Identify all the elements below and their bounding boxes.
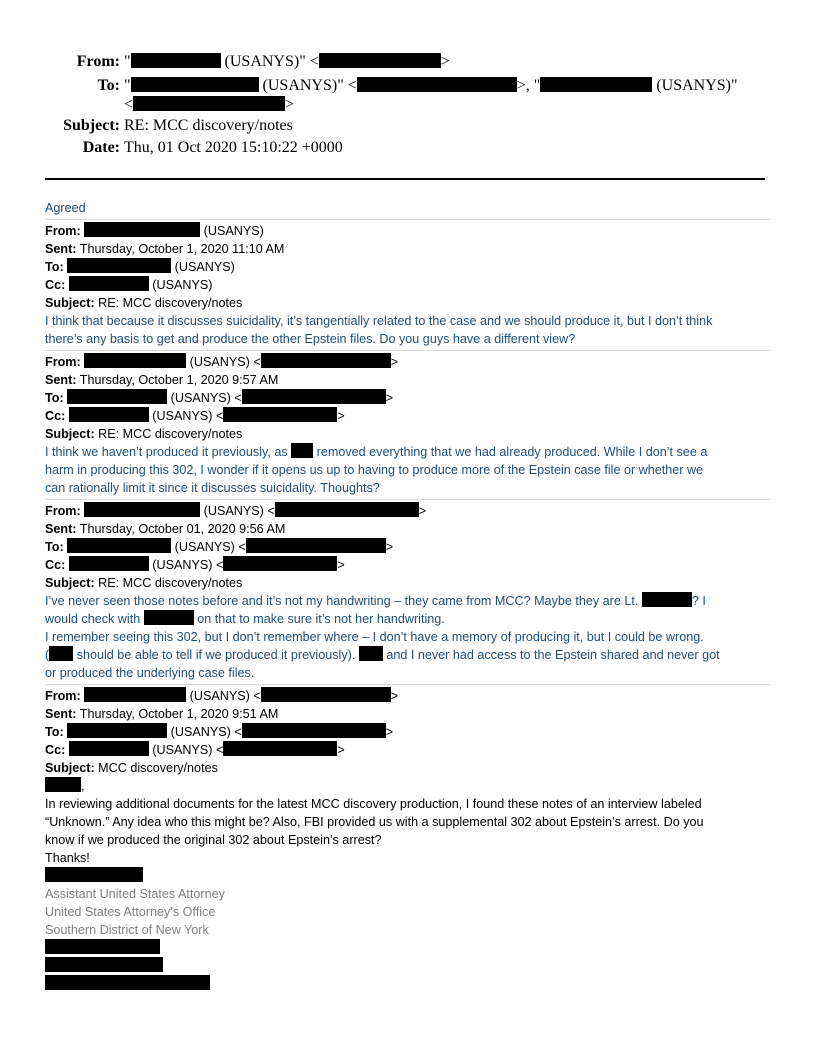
msg2-body-line: harm in producing this 302, I wonder if it opens us up to having to produce more of the Epstein case file or whether we [45, 463, 704, 477]
signature-contact [45, 975, 770, 993]
redaction [69, 276, 149, 291]
redaction [261, 687, 391, 702]
msg1-to: To: (USANYS) [45, 260, 235, 274]
signature-name [45, 867, 770, 885]
header-subject-label: Subject: [63, 117, 120, 134]
header-divider [45, 178, 765, 180]
redaction [45, 777, 81, 792]
msg3-from: From: (USANYS) < > [45, 504, 427, 518]
redaction [131, 77, 259, 92]
redaction [223, 741, 337, 756]
redaction [144, 610, 194, 625]
redaction [45, 867, 143, 882]
msg4-to: To: (USANYS) < > [45, 725, 394, 739]
redaction [359, 646, 383, 661]
msg4-greeting: , [45, 777, 770, 795]
msg3-body-line: would check with on that to make sure it’s not her handwriting. [45, 612, 445, 626]
msg4-body-line: know if we produced the original 302 about Epstein’s arrest? [45, 833, 382, 847]
redaction [69, 407, 149, 422]
msg2-from: From: (USANYS) < > [45, 355, 399, 369]
redaction [67, 389, 167, 404]
quoted-message-2 [45, 353, 770, 497]
message-separator [45, 684, 770, 685]
redaction [49, 646, 73, 661]
msg4-body-line: “Unknown.” Any idea who this might be? Also, FBI provided us with a supplemental 302 about Epstein’s arrest. Do you [45, 815, 704, 829]
msg4-cc: Cc: (USANYS) < > [45, 743, 345, 757]
redaction [242, 723, 386, 738]
signature-contact [45, 939, 770, 957]
redaction [223, 556, 337, 571]
redaction [84, 222, 200, 237]
redaction [45, 975, 210, 990]
redaction [133, 96, 285, 111]
header-date-value: Thu, 01 Oct 2020 15:10:22 +0000 [124, 139, 343, 156]
msg4-thanks: Thanks! [45, 851, 90, 865]
header-to-value-line2: < > [124, 96, 295, 113]
message-separator [45, 219, 770, 220]
msg3-subject: Subject: RE: MCC discovery/notes [45, 576, 243, 590]
redaction [246, 538, 386, 553]
msg1-from: From: (USANYS) [45, 224, 264, 238]
signature-title: Assistant United States Attorney [45, 887, 225, 901]
msg2-subject: Subject: RE: MCC discovery/notes [45, 427, 243, 441]
msg3-to: To: (USANYS) < > [45, 540, 394, 554]
msg4-subject: Subject: MCC discovery/notes [45, 761, 218, 775]
msg2-body-line: I think we haven’t produced it previously, as removed everything that we had already produced. While I don’t see a [45, 445, 708, 459]
redaction [275, 502, 419, 517]
msg1-cc: Cc: (USANYS) [45, 278, 213, 292]
redaction [45, 939, 160, 954]
original-message [45, 687, 770, 993]
msg1-subject: Subject: RE: MCC discovery/notes [45, 296, 243, 310]
quoted-message-3 [45, 502, 770, 682]
msg4-sent: Sent: Thursday, October 1, 2020 9:51 AM [45, 707, 279, 721]
redaction [242, 389, 386, 404]
redaction [291, 443, 313, 458]
redaction [67, 723, 167, 738]
redaction [84, 353, 186, 368]
msg4-body-line: In reviewing additional documents for the latest MCC discovery production, I found these notes of an interview labeled [45, 797, 702, 811]
signature-contact [45, 957, 770, 975]
redaction [69, 741, 149, 756]
msg1-body-line: there’s any basis to get and produce the other Epstein files. Do you guys have a different view? [45, 332, 576, 346]
redaction [223, 407, 337, 422]
redaction [45, 957, 163, 972]
header-to-label: To: [97, 77, 120, 94]
signature-office: United States Attorney’s Office [45, 905, 216, 919]
redaction [357, 77, 517, 92]
message-separator [45, 499, 770, 500]
message-separator [45, 350, 770, 351]
msg2-to: To: (USANYS) < > [45, 391, 394, 405]
msg3-body-line: or produced the underlying case files. [45, 666, 255, 680]
msg2-sent: Sent: Thursday, October 1, 2020 9:57 AM [45, 373, 279, 387]
header-subject-value: RE: MCC discovery/notes [124, 117, 293, 134]
header-date-label: Date: [82, 139, 120, 156]
msg1-sent: Sent: Thursday, October 1, 2020 11:10 AM [45, 242, 285, 256]
redaction [642, 592, 692, 607]
quoted-message-1 [45, 222, 770, 348]
redaction [319, 53, 441, 68]
header-to-value: " (USANYS)" < >, " (USANYS)" [124, 77, 738, 94]
msg3-sent: Sent: Thursday, October 01, 2020 9:56 AM [45, 522, 286, 536]
redaction [67, 258, 171, 273]
reply-text: Agreed [45, 201, 86, 215]
redaction [67, 538, 171, 553]
redaction [84, 687, 186, 702]
header-from-value: " (USANYS)" < > [124, 53, 450, 70]
signature-district: Southern District of New York [45, 923, 209, 937]
msg2-body-line: can rationally limit it since it discusses suicidality. Thoughts? [45, 481, 380, 495]
msg3-cc: Cc: (USANYS) < > [45, 558, 345, 572]
msg1-body-line: I think that because it discusses suicidality, it’s tangentially related to the case and we should produce it, but I don’t think [45, 314, 713, 328]
msg4-from: From: (USANYS) < > [45, 689, 399, 703]
redaction [84, 502, 200, 517]
msg3-body-line: I’ve never seen those notes before and it’s not my handwriting – they came from MCC? Maybe they are Lt. ? I [45, 594, 706, 608]
msg3-body-line: ( should be able to tell if we produced it previously). and I never had access to the Epstein shared and never got [45, 648, 720, 662]
redaction [540, 77, 652, 92]
msg3-body-line: I remember seeing this 302, but I don’t remember where – I don’t have a memory of producing it, but I could be wrong. [45, 630, 704, 644]
redaction [131, 53, 221, 68]
msg2-cc: Cc: (USANYS) < > [45, 409, 345, 423]
redaction [69, 556, 149, 571]
redaction [261, 353, 391, 368]
header-from-label: From: [76, 53, 120, 70]
email-header [0, 52, 816, 162]
